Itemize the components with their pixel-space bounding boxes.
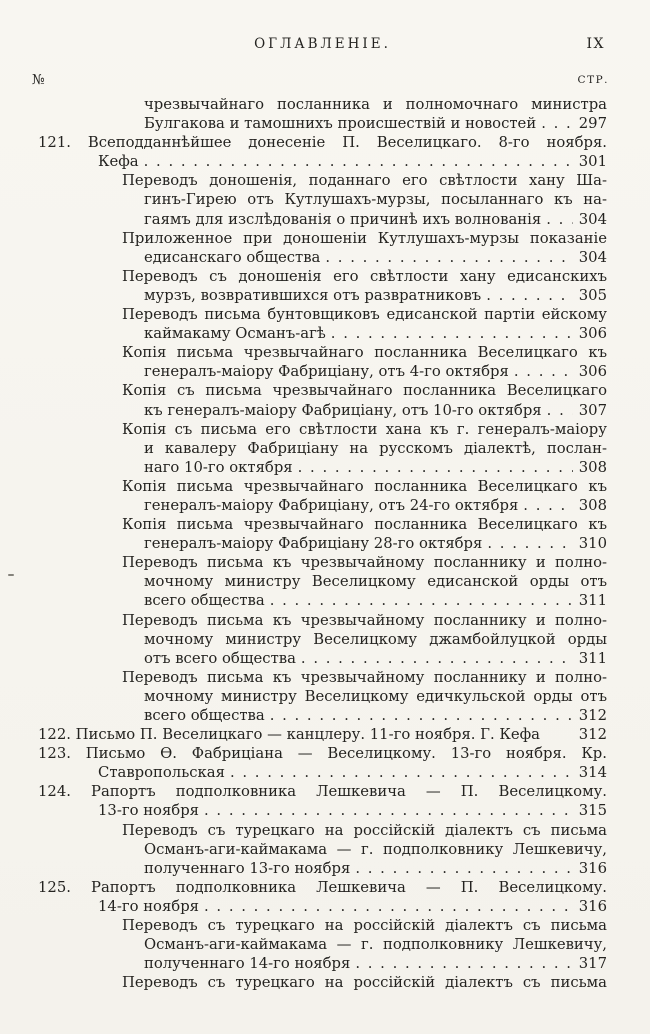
entry-line (144, 458, 607, 477)
entry-line (98, 152, 607, 171)
entry-line: Османъ-аги-каймакама — г. подполковнику Лешкевичу, (144, 840, 607, 858)
entry-page-number: 311 (578, 592, 607, 610)
entry-text: 14-го ноября (98, 897, 200, 915)
entry-text: Булгакова и тамошнихъ происшествій и новостей (144, 115, 537, 133)
entry-text: полученнаго 13-го ноября (144, 859, 351, 877)
toc-entry (38, 229, 607, 267)
entry-line: Переводъ съ турецкаго на россійскій діалектъ съ письма (122, 917, 607, 935)
entry-line (144, 954, 607, 973)
column-header-number: № (32, 72, 46, 88)
leader-dots (331, 324, 573, 343)
toc-entry (38, 420, 607, 477)
toc-entry (38, 668, 607, 725)
entry-page-number: 317 (578, 955, 607, 973)
entry-page-number: 306 (578, 325, 607, 343)
entry-text: къ генералъ-маіору Фабриціану, отъ 10-го октября (144, 401, 542, 419)
entry-page-number: 312 (578, 707, 607, 724)
entry-line (144, 114, 607, 133)
leader-dots (270, 591, 573, 610)
entry-line: Переводъ письма бунтовщиковъ едисанской партіи ейскому (122, 306, 607, 324)
entry-line (144, 534, 607, 553)
entry-line: мочному министру Веселицкому едичкульской орды отъ (144, 687, 607, 705)
toc-entry (38, 305, 607, 343)
entry-line: Копія письма чрезвычайнаго посланника Веселицкаго къ (122, 344, 607, 362)
entry-line: Копія письма чрезвычайнаго посланника Веселицкаго къ (122, 516, 607, 534)
entry-line: чрезвычайнаго посланника и полномочнаго министра (144, 96, 607, 113)
column-header-page: СТР. (577, 74, 609, 86)
toc-entry (38, 725, 607, 744)
leader-dots (546, 210, 573, 229)
entry-line (144, 401, 607, 420)
leader-dots (514, 362, 573, 381)
toc-entry (38, 916, 607, 973)
entry-page-number: 312 (578, 726, 607, 744)
leader-dots (144, 152, 573, 171)
entry-text: генералъ-маіору Фабриціану, отъ 24-го октября (144, 496, 519, 514)
entry-page-number: 315 (578, 802, 607, 820)
entry-line (38, 725, 607, 744)
entry-line: Переводъ письма къ чрезвычайному посланнику и полно- (122, 554, 607, 572)
entry-text: едисанскаго общества (144, 248, 321, 266)
toc-entry (38, 973, 607, 992)
entry-text: мурзъ, возвратившихся отъ развратниковъ (144, 286, 482, 304)
entry-text: 13-го ноября (98, 802, 200, 820)
leader-dots (230, 763, 573, 782)
entry-line (144, 649, 607, 668)
entry-line (144, 286, 607, 305)
leader-dots (325, 248, 572, 267)
leader-dots (298, 458, 573, 477)
entry-line (144, 706, 607, 725)
entry-text: полученнаго 14-го ноября (144, 955, 351, 973)
entry-line (98, 801, 607, 820)
entry-line: Переводъ письма къ чрезвычайному посланнику и полно- (122, 611, 607, 629)
entry-text: генералъ-маіору Фабриціану, отъ 4-го октября (144, 363, 509, 381)
toc-entry (38, 95, 607, 133)
entry-line: Переводъ съ доношенія его свѣтлости хану едисанскихъ (122, 267, 607, 285)
entry-line (144, 591, 607, 610)
leader-dots (547, 401, 573, 420)
entry-line: Переводъ съ турецкаго на россійскій діалектъ съ письма (122, 821, 607, 839)
entry-line (144, 859, 607, 878)
entry-page-number: 304 (578, 248, 607, 266)
leader-dots (355, 859, 572, 878)
scan-artifact (8, 574, 14, 576)
column-headers (32, 72, 609, 90)
toc-entry (38, 782, 607, 820)
entry-text: наго 10-го октября (144, 458, 293, 476)
entry-line: Переводъ съ турецкаго на россійскій діалектъ съ письма (122, 974, 607, 992)
entry-line: 121. Всеподданнѣйшее донесеніе П. Веселицкаго. 8-го ноября. (38, 134, 607, 152)
leader-dots (301, 649, 573, 668)
entry-line: 124. Рапортъ подполковника Лешкевича — П. Веселицкому. (38, 783, 607, 801)
toc-entry (38, 821, 607, 878)
toc-entry (38, 611, 607, 668)
entry-line (98, 897, 607, 916)
toc-entry (38, 343, 607, 381)
toc-entry (38, 381, 607, 419)
toc-entry (38, 744, 607, 782)
entry-page-number: 311 (578, 649, 607, 667)
entry-text: всего общества (144, 707, 265, 724)
entry-page-number: 308 (578, 458, 607, 476)
page-title: ОГЛАВЛЕНІЕ. (254, 36, 391, 52)
entry-page-number: 316 (578, 859, 607, 877)
entry-line: 125. Рапортъ подполковника Лешкевича — П. Веселицкому. (38, 878, 607, 896)
leader-dots (204, 897, 573, 916)
leader-dots (270, 706, 573, 725)
entry-line (98, 763, 607, 782)
entry-page-number: 310 (578, 535, 607, 553)
toc-list (38, 95, 607, 992)
entry-page-number: 306 (578, 363, 607, 381)
entry-text: генералъ-маіору Фабриціану 28-го октября (144, 535, 483, 553)
entry-line: Переводъ доношенія, поданнаго его свѣтлости хану Ша- (122, 172, 607, 190)
entry-text: каймакаму Османъ-агѣ (144, 325, 326, 343)
leader-dots (486, 286, 573, 305)
entry-line (144, 324, 607, 343)
leader-dots (541, 114, 573, 133)
entry-page-number: 304 (578, 210, 607, 228)
entry-text: Кефа (98, 153, 139, 171)
leader-dots (204, 801, 573, 820)
entry-line: Османъ-аги-каймакама — г. подполковнику Лешкевичу, (144, 936, 607, 954)
entry-text: всего общества (144, 592, 265, 610)
entry-line: гинъ-Гирею отъ Кутлушахъ-мурзы, посыланнаго къ на- (144, 191, 607, 209)
entry-line: и кавалеру Фабриціану на русскомъ діалектѣ, послан- (144, 439, 607, 457)
entry-line: мочному министру Веселицкому едисанской орды отъ (144, 573, 607, 591)
leader-dots (355, 954, 572, 973)
entry-page-number: 305 (578, 286, 607, 304)
entry-line: Приложенное при доношеніи Кутлушахъ-мурзы показаніе (122, 229, 607, 247)
leader-dots (487, 534, 572, 553)
entry-text: Ставропольская (98, 764, 225, 782)
entry-text: отъ всего общества (144, 649, 296, 667)
entry-page-number: 307 (578, 401, 607, 419)
entry-page-number: 308 (578, 496, 607, 514)
entry-line: Копія съ письма его свѣтлости хана къ г. генералъ-маіору (122, 420, 607, 438)
entry-page-number: 314 (578, 764, 607, 782)
toc-entry (38, 133, 607, 171)
entry-page-number: 316 (578, 897, 607, 915)
entry-line (144, 210, 607, 229)
entry-line (144, 496, 607, 515)
toc-entry (38, 515, 607, 553)
entry-page-number: 297 (578, 115, 607, 133)
toc-entry (38, 553, 607, 610)
toc-entry (38, 267, 607, 305)
entry-line (144, 362, 607, 381)
entry-text: 122. Письмо П. Веселицкаго — канцлеру. 11-го ноября. Г. Кефа (38, 726, 541, 744)
entry-line: 123. Письмо Ѳ. Фабриціана — Веселицкому. 13-го ноября. Кр. (38, 745, 607, 763)
entry-line: мочному министру Веселицкому джамбойлуцкой орды (144, 630, 607, 648)
entry-line: Копія письма чрезвычайнаго посланника Веселицкаго къ (122, 477, 607, 495)
page-number-roman: IX (586, 36, 605, 52)
entry-line: Копія съ письма чрезвычайнаго посланника Веселицкаго (122, 382, 607, 400)
entry-line (144, 248, 607, 267)
toc-entry (38, 878, 607, 916)
entry-line: Переводъ письма къ чрезвычайному посланнику и полно- (122, 668, 607, 686)
toc-entry (38, 477, 607, 515)
leader-dots (523, 496, 572, 515)
running-head (38, 36, 607, 56)
entry-text: гаямъ для изслѣдованія о причинѣ ихъ волнованія (144, 210, 542, 228)
toc-entry (38, 171, 607, 228)
entry-page-number: 301 (578, 153, 607, 171)
